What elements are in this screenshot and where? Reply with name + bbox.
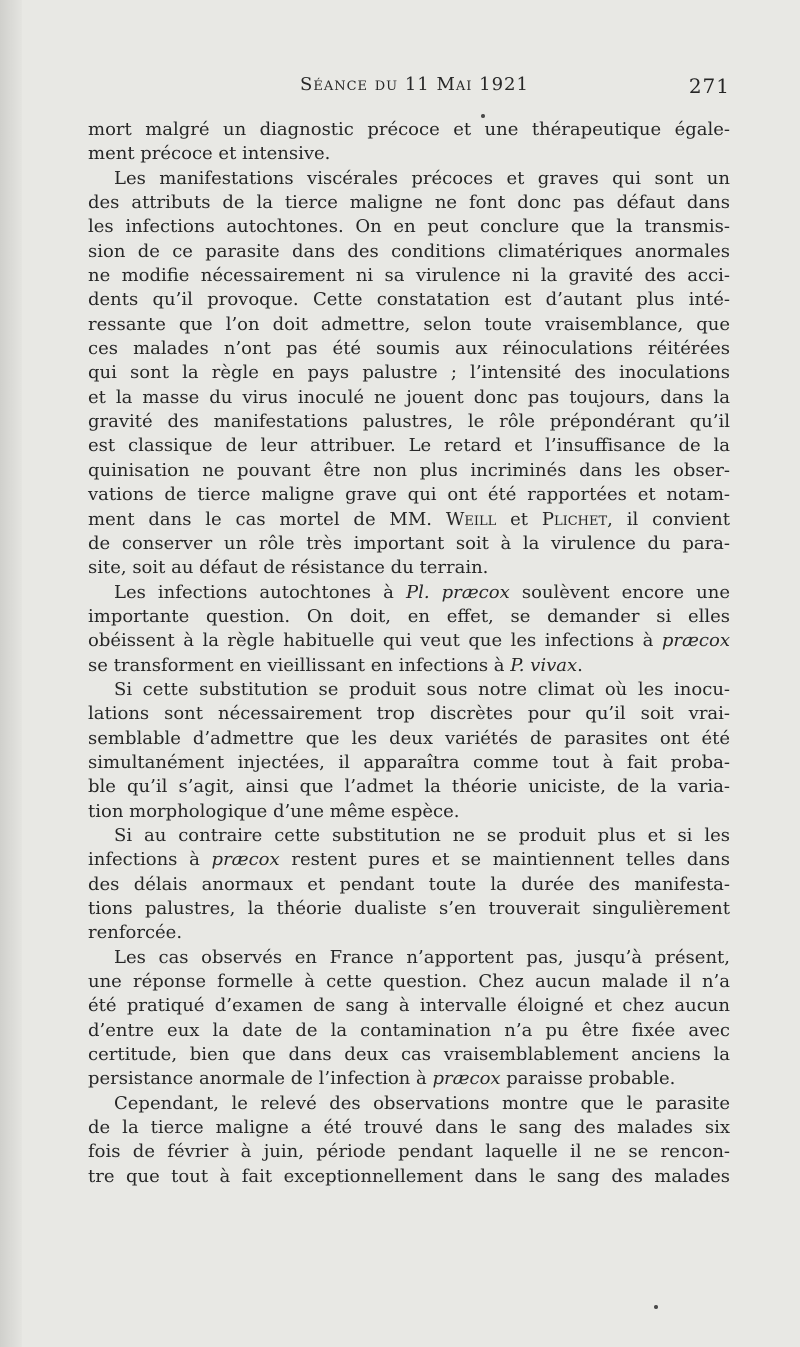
text-line [88, 775, 730, 799]
line-text: de conserver un rôle très important soit à la virulence du para- [88, 532, 730, 554]
text-line [88, 678, 730, 702]
text-line [88, 1140, 730, 1164]
text-line [88, 264, 730, 288]
text-line [88, 410, 730, 434]
line-text: et la masse du virus inoculé ne jouent donc pas toujours, dans la [88, 386, 730, 408]
line-text: infections à [88, 849, 212, 871]
line-text: les infections autochtones. On en peut conclure que la transmis- [88, 216, 730, 238]
page-gutter-shadow [0, 0, 22, 1347]
text-line [88, 532, 730, 556]
running-title: Séance du 11 Mai 1921 [300, 74, 529, 95]
line-text: restent pures et se maintiennent telles dans [279, 849, 730, 871]
line-text: gravité des manifestations palustres, le rôle prépondérant qu’il [88, 411, 730, 433]
line-text: simultanément injectées, il apparaîtra comme tout à fait proba- [88, 751, 730, 773]
text-line [88, 824, 730, 848]
line-text: dents qu’il provoque. Cette constatation est d’autant plus inté- [88, 289, 730, 311]
text-line [88, 556, 730, 580]
text-line [88, 215, 730, 239]
text-line [88, 288, 730, 312]
line-text: tions palustres, la théorie dualiste s’en trouverait singulièrement [88, 898, 730, 919]
text-line [88, 1019, 730, 1043]
line-text: soulèvent encore une [509, 581, 730, 603]
line-text: semblable d’admettre que les deux variétés de parasites ont été [88, 727, 730, 749]
author-name: Plichet [541, 508, 608, 530]
text-line [88, 459, 730, 483]
text-line [88, 142, 730, 166]
line-text: certitude, bien que dans deux cas vraisemblablement anciens la [88, 1044, 730, 1066]
line-text: ressante que l’on doit admettre, selon toute vraisemblance, que [88, 313, 730, 335]
line-text: une réponse formelle à cette question. Chez aucun malade il n’a [88, 971, 730, 993]
text-line [88, 240, 730, 264]
line-text: sion de ce parasite dans des conditions climatériques anormales [88, 240, 730, 262]
text-line [88, 848, 730, 872]
line-text: site, soit au défaut de résistance du terrain. [88, 557, 489, 579]
text-line [88, 337, 730, 361]
text-line [88, 508, 730, 532]
text-line [88, 946, 730, 970]
species-name: P. vivax [510, 654, 578, 676]
text-line [88, 873, 730, 897]
body-text [88, 118, 730, 1189]
text-line [88, 483, 730, 507]
line-text: des délais anormaux et pendant toute la durée des manifesta- [88, 873, 730, 895]
line-text: , il convient [607, 508, 730, 530]
text-line [88, 1043, 730, 1067]
line-text: importante question. On doit, en effet, se demander si elles [88, 605, 730, 627]
text-line [88, 386, 730, 410]
text-line [88, 994, 730, 1018]
print-speck [654, 1305, 658, 1309]
line-text: est classique de leur attribuer. Le retard et l’insuffisance de la [88, 435, 730, 457]
line-text: qui sont la règle en pays palustre ; l’intensité des inoculations [88, 362, 730, 384]
text-line [88, 361, 730, 385]
text-line [88, 727, 730, 751]
line-text: lations sont nécessairement trop discrètes pour qu’il soit vrai- [88, 703, 730, 725]
text-line [88, 751, 730, 775]
line-text: obéissent à la règle habituelle qui veut que les infections à [88, 630, 662, 652]
text-line [88, 581, 730, 605]
text-line [88, 191, 730, 215]
species-name: præcox [432, 1068, 501, 1090]
text-line [88, 654, 730, 678]
text-line [88, 970, 730, 994]
line-text: renforcée. [88, 922, 183, 944]
line-text: de la tierce maligne a été trouvé dans le sang des malades six [88, 1117, 730, 1139]
text-line [88, 629, 730, 653]
text-line [88, 167, 730, 191]
line-text: Les cas observés en France n’apportent pas, jusqu’à présent, [114, 946, 730, 968]
line-text: persistance anormale de l’infection à [88, 1068, 433, 1090]
species-name: præcox [211, 849, 280, 871]
text-line [88, 702, 730, 726]
line-text: paraisse probable. [500, 1068, 676, 1090]
line-text: ment précoce et intensive. [88, 143, 331, 165]
line-text: Les manifestations viscérales précoces et graves qui sont un [114, 167, 730, 189]
line-text: Cependant, le relevé des observations montre que le parasite [114, 1092, 730, 1114]
text-line [88, 313, 730, 337]
text-line [88, 1092, 730, 1116]
text-line [88, 800, 730, 824]
line-text: mort malgré un diagnostic précoce et une thérapeutique égale- [88, 119, 730, 140]
line-text: vations de tierce maligne grave qui ont été rapportées et notam- [88, 484, 730, 506]
text-line [88, 897, 730, 921]
text-line [88, 1116, 730, 1140]
text-line [88, 1165, 730, 1189]
text-line [88, 605, 730, 629]
text-line [88, 921, 730, 945]
line-text: ne modifie nécessairement ni sa virulence ni la gravité des acci- [88, 265, 730, 287]
line-text: Les infections autochtones à [114, 581, 406, 603]
author-name: Weill [445, 508, 497, 530]
text-line [88, 434, 730, 458]
line-text: ble qu’il s’agit, ainsi que l’admet la théorie uniciste, de la varia- [88, 776, 730, 798]
page-number: 271 [688, 74, 730, 98]
line-text: tion morphologique d’une même espèce. [88, 800, 460, 822]
line-text: Si cette substitution se produit sous notre climat où les inocu- [114, 678, 730, 700]
line-text: été pratiqué d’examen de sang à intervalle éloigné et chez aucun [88, 995, 730, 1017]
line-text: . [577, 654, 583, 676]
text-line [88, 1067, 730, 1091]
line-text: Si au contraire cette substitution ne se produit plus et si les [114, 824, 730, 846]
line-text: ces malades n’ont pas été soumis aux réinoculations réitérées [88, 338, 730, 360]
species-name: Pl. præcox [405, 581, 510, 603]
line-text: fois de février à juin, période pendant laquelle il ne se rencon- [88, 1141, 730, 1163]
line-text: des attributs de la tierce maligne ne font donc pas défaut dans [88, 192, 730, 214]
line-text: et [496, 508, 542, 530]
line-text: quinisation ne pouvant être non plus incriminés dans les obser- [88, 459, 730, 481]
species-name: præcox [661, 630, 730, 652]
line-text: se transforment en vieillissant en infections à [88, 654, 511, 676]
text-line [88, 118, 730, 142]
line-text: ment dans le cas mortel de MM. [88, 508, 446, 530]
running-header [90, 74, 730, 104]
line-text: d’entre eux la date de la contamination n’a pu être fixée avec [88, 1019, 730, 1041]
line-text: tre que tout à fait exceptionnellement dans le sang des malades [88, 1165, 730, 1187]
